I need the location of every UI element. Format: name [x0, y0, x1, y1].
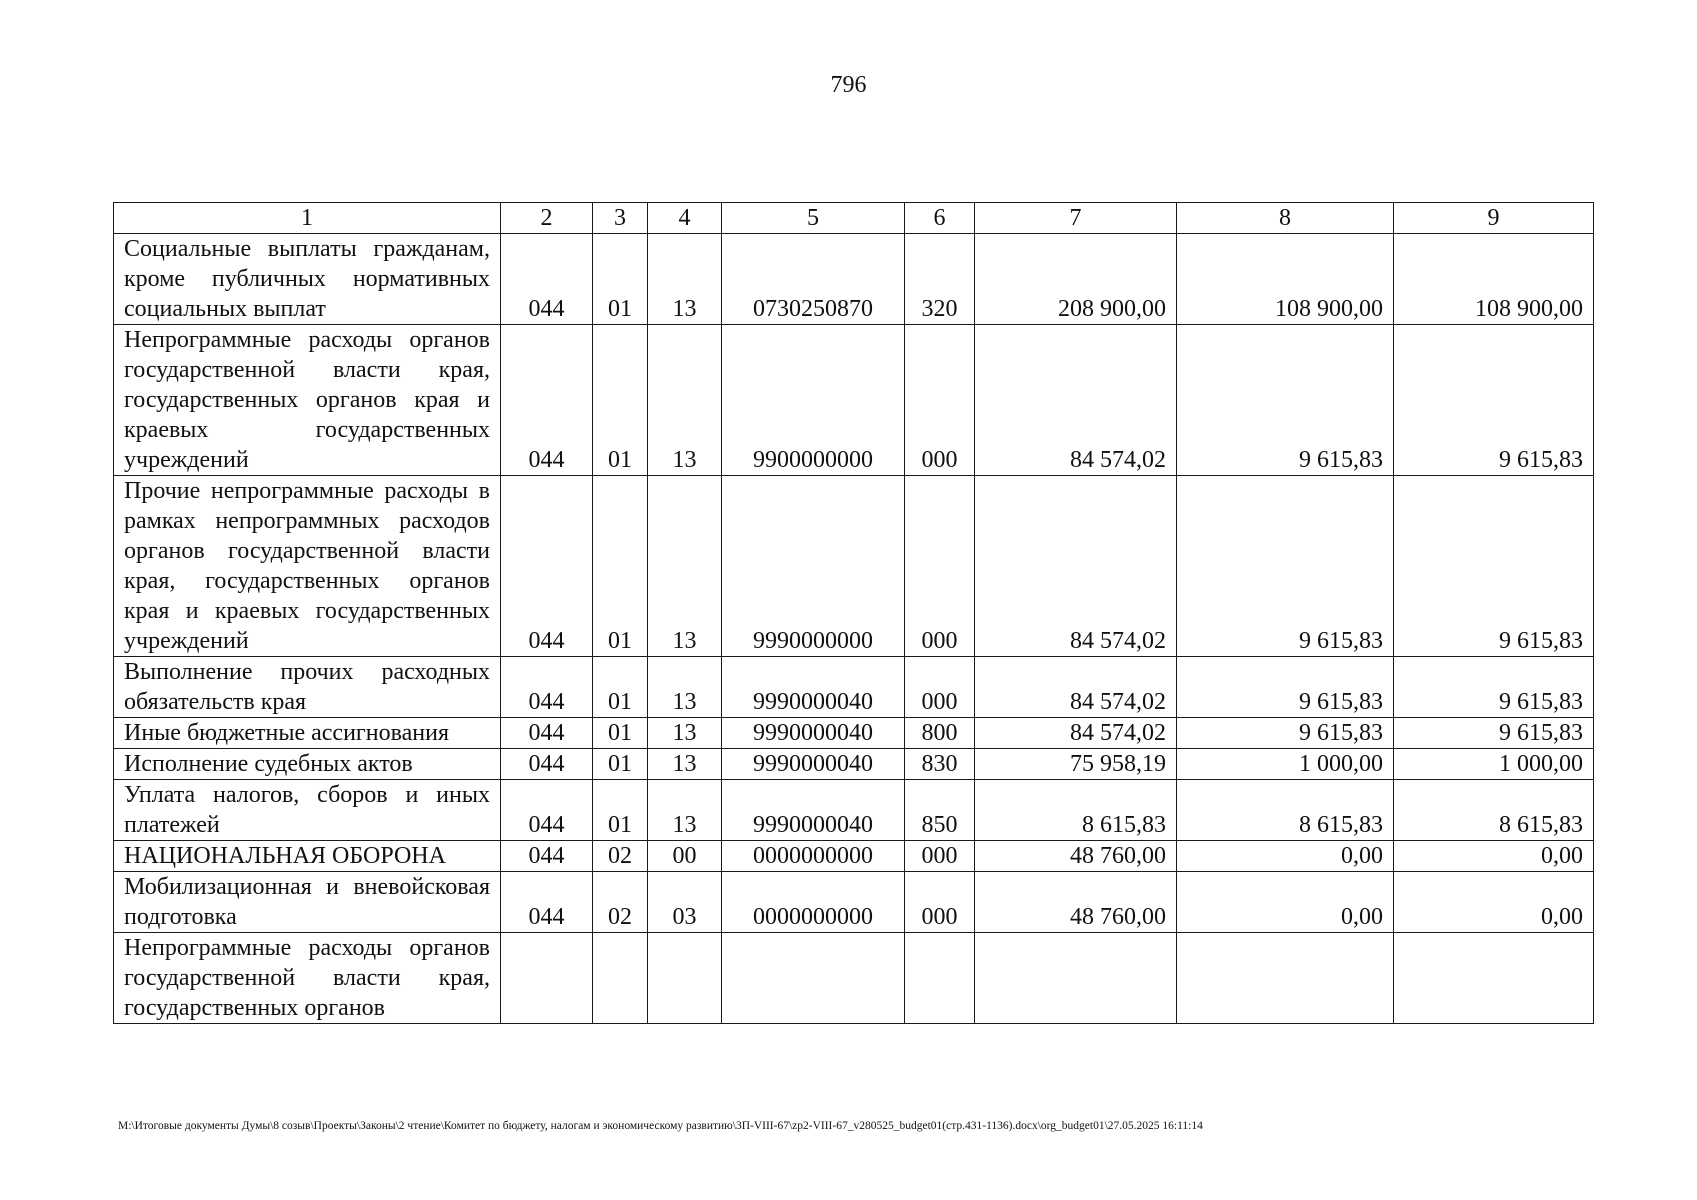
page-number: 796: [830, 72, 867, 98]
table-row: [114, 780, 1594, 841]
cell-section: 01: [593, 780, 648, 841]
table-row: [114, 325, 1594, 476]
header-cell: 8: [1177, 203, 1394, 234]
cell-target-article: 9990000040: [722, 718, 905, 749]
cell-target-article: 0000000000: [722, 841, 905, 872]
header-cell: 4: [648, 203, 722, 234]
cell-amount-9: 9 615,83: [1394, 657, 1594, 718]
cell-subsection: 00: [648, 841, 722, 872]
header-cell: 9: [1394, 203, 1594, 234]
cell-amount-7: 48 760,00: [975, 872, 1177, 933]
cell-ministry: 044: [501, 476, 593, 657]
cell-expense-type: 000: [905, 325, 975, 476]
cell-expense-type: [905, 933, 975, 1024]
cell-subsection: 03: [648, 872, 722, 933]
cell-amount-8: 1 000,00: [1177, 749, 1394, 780]
header-cell: 7: [975, 203, 1177, 234]
table-row: [114, 234, 1594, 325]
cell-amount-9: 9 615,83: [1394, 476, 1594, 657]
cell-amount-9: [1394, 933, 1594, 1024]
cell-expense-type: 000: [905, 657, 975, 718]
cell-ministry: 044: [501, 749, 593, 780]
row-name: Выполнение прочих расходных обязательств края: [114, 657, 501, 718]
cell-amount-9: 0,00: [1394, 872, 1594, 933]
cell-expense-type: 000: [905, 872, 975, 933]
cell-section: [593, 933, 648, 1024]
table-row: [114, 657, 1594, 718]
row-name: Непрограммные расходы органов государственной власти края, государственных органов: [114, 933, 501, 1024]
cell-amount-7: 8 615,83: [975, 780, 1177, 841]
cell-amount-8: 9 615,83: [1177, 325, 1394, 476]
cell-amount-8: 9 615,83: [1177, 657, 1394, 718]
cell-amount-7: 208 900,00: [975, 234, 1177, 325]
cell-subsection: 13: [648, 718, 722, 749]
cell-amount-8: 9 615,83: [1177, 718, 1394, 749]
row-name: Мобилизационная и вневойсковая подготовка: [114, 872, 501, 933]
cell-target-article: 0000000000: [722, 872, 905, 933]
row-name: Непрограммные расходы органов государственной власти края, государственных органов края и краевых государственных учреждений: [114, 325, 501, 476]
cell-amount-7: 84 574,02: [975, 476, 1177, 657]
cell-amount-9: 0,00: [1394, 841, 1594, 872]
cell-amount-7: 75 958,19: [975, 749, 1177, 780]
cell-expense-type: 800: [905, 718, 975, 749]
cell-section: 02: [593, 872, 648, 933]
header-cell: 5: [722, 203, 905, 234]
cell-subsection: 13: [648, 780, 722, 841]
table-row: [114, 841, 1594, 872]
cell-subsection: 13: [648, 657, 722, 718]
cell-amount-8: 0,00: [1177, 872, 1394, 933]
header-row: [114, 203, 1594, 234]
cell-expense-type: 830: [905, 749, 975, 780]
cell-ministry: 044: [501, 718, 593, 749]
row-name: Исполнение судебных актов: [114, 749, 501, 780]
cell-target-article: 9990000040: [722, 749, 905, 780]
header-cell: 6: [905, 203, 975, 234]
table-row: [114, 872, 1594, 933]
cell-target-article: 9990000040: [722, 657, 905, 718]
cell-target-article: 9990000000: [722, 476, 905, 657]
cell-subsection: 13: [648, 234, 722, 325]
cell-amount-7: 84 574,02: [975, 657, 1177, 718]
table-row: [114, 476, 1594, 657]
cell-subsection: 13: [648, 325, 722, 476]
cell-expense-type: 000: [905, 841, 975, 872]
cell-ministry: [501, 933, 593, 1024]
table-row: [114, 749, 1594, 780]
cell-section: 01: [593, 718, 648, 749]
cell-ministry: 044: [501, 841, 593, 872]
cell-section: 01: [593, 234, 648, 325]
cell-amount-8: [1177, 933, 1394, 1024]
cell-ministry: 044: [501, 657, 593, 718]
cell-section: 02: [593, 841, 648, 872]
row-name: Уплата налогов, сборов и иных платежей: [114, 780, 501, 841]
cell-target-article: [722, 933, 905, 1024]
cell-subsection: 13: [648, 476, 722, 657]
cell-amount-7: 84 574,02: [975, 325, 1177, 476]
cell-ministry: 044: [501, 234, 593, 325]
cell-amount-9: 8 615,83: [1394, 780, 1594, 841]
cell-target-article: 0730250870: [722, 234, 905, 325]
row-name: НАЦИОНАЛЬНАЯ ОБОРОНА: [114, 841, 501, 872]
cell-amount-9: 1 000,00: [1394, 749, 1594, 780]
cell-expense-type: 850: [905, 780, 975, 841]
row-name: Иные бюджетные ассигнования: [114, 718, 501, 749]
cell-ministry: 044: [501, 872, 593, 933]
table-row: [114, 933, 1594, 1024]
cell-subsection: 13: [648, 749, 722, 780]
header-cell: 2: [501, 203, 593, 234]
cell-section: 01: [593, 476, 648, 657]
cell-amount-8: 108 900,00: [1177, 234, 1394, 325]
cell-section: 01: [593, 325, 648, 476]
cell-amount-9: 9 615,83: [1394, 325, 1594, 476]
cell-amount-7: 84 574,02: [975, 718, 1177, 749]
header-cell: 1: [114, 203, 501, 234]
cell-amount-7: [975, 933, 1177, 1024]
budget-table: [113, 202, 1594, 1024]
cell-amount-9: 108 900,00: [1394, 234, 1594, 325]
file-path-footer: M:\Итоговые документы Думы\8 созыв\Проекты\Законы\2 чтение\Комитет по бюджету, налогам и экономическому развитию\3П-VIII-67\zp2-VIII-67_v280525_budget01(стр.431-1136).docx\org_budget01\27.05.2025 16:11:14: [118, 1120, 1203, 1132]
cell-amount-9: 9 615,83: [1394, 718, 1594, 749]
cell-expense-type: 000: [905, 476, 975, 657]
cell-amount-8: 9 615,83: [1177, 476, 1394, 657]
cell-target-article: 9900000000: [722, 325, 905, 476]
row-name: Прочие непрограммные расходы в рамках непрограммных расходов органов государственной власти края, государственных органов края и краевых государственных учреждений: [114, 476, 501, 657]
cell-ministry: 044: [501, 780, 593, 841]
cell-section: 01: [593, 657, 648, 718]
cell-amount-8: 8 615,83: [1177, 780, 1394, 841]
header-cell: 3: [593, 203, 648, 234]
table-row: [114, 718, 1594, 749]
cell-section: 01: [593, 749, 648, 780]
cell-ministry: 044: [501, 325, 593, 476]
cell-subsection: [648, 933, 722, 1024]
cell-expense-type: 320: [905, 234, 975, 325]
row-name: Социальные выплаты гражданам, кроме публичных нормативных социальных выплат: [114, 234, 501, 325]
cell-target-article: 9990000040: [722, 780, 905, 841]
cell-amount-7: 48 760,00: [975, 841, 1177, 872]
cell-amount-8: 0,00: [1177, 841, 1394, 872]
